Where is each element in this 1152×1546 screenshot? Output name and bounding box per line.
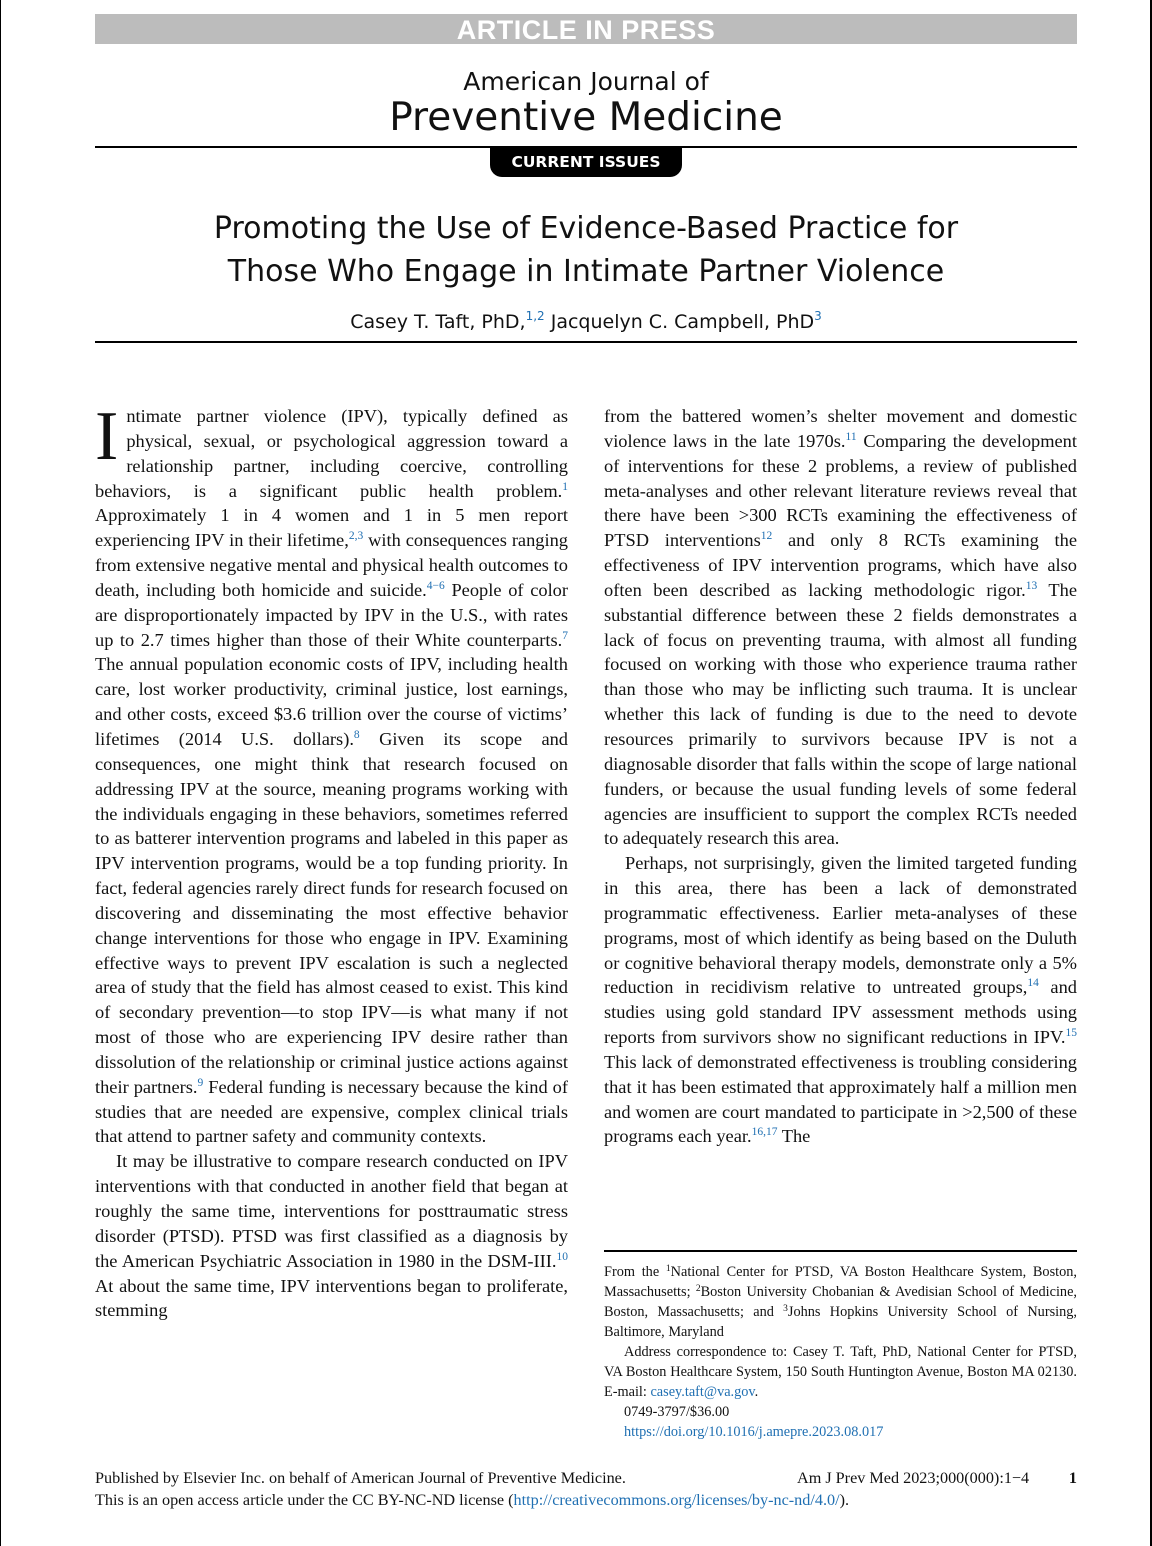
title-line2: Those Who Engage in Intimate Partner Violence: [227, 254, 945, 289]
section-label: CURRENT ISSUES: [490, 147, 682, 177]
citation-link[interactable]: 15: [1065, 1027, 1077, 1040]
article-in-press-banner: ARTICLE IN PRESS: [95, 14, 1077, 44]
title-line1: Promoting the Use of Evidence-Based Practice for: [213, 211, 959, 246]
citation-link[interactable]: 1: [562, 480, 568, 493]
author-2-affiliation-link[interactable]: 3: [814, 309, 822, 323]
citation-link[interactable]: 12: [760, 530, 773, 543]
paragraph-2-continued: [604, 404, 1077, 851]
text-run: The: [777, 1126, 811, 1147]
footnotes: [604, 1262, 1077, 1442]
affiliation-marker: 3: [783, 1304, 788, 1314]
text-run: from the battered women’s shelter movement and domestic violence laws in the late 1970s.: [604, 406, 1077, 451]
email-link[interactable]: casey.taft@va.gov: [650, 1384, 755, 1400]
text-run: Boston University Chobanian & Avedisian School of Medicine, Boston, Massachusetts; and: [604, 1284, 1078, 1320]
citation-link[interactable]: 4−6: [426, 579, 445, 592]
text-run: Johns Hopkins University School of Nursing, Baltimore, Maryland: [604, 1304, 1077, 1340]
affiliations-footnote: [604, 1262, 1077, 1342]
text-run: The substantial difference between these 2 fields demonstrates a lack of focus on preventing trauma, with almost all funding focused on working with those who experience trauma rather than those who may be inflicting such trauma. It is unclear whether this lack of funding is due to the need to devote resources primarily to survivors because IPV is not a diagnosable disorder that falls within the scope of large national funders, or because the usual funding levels of some federal agencies are insufficient to support the complex RCTs needed to adequately research this area.: [604, 579, 1078, 849]
affiliation-marker: 1: [665, 1264, 671, 1274]
text-run: The annual population economic costs of IPV, including health care, lost worker productivity, criminal justice, lost earnings, and other costs, exceed $3.6 trillion over the course of victims’ lifetimes (2014 U.S. dollars).: [95, 654, 568, 749]
text-run: and studies using gold standard IPV assessment methods using reports from survivors show no significant reductions in IPV.: [604, 977, 1077, 1048]
text-run: Approximately 1 in 4 women and 1 in 5 men report experiencing IPV in their lifetime,: [95, 505, 568, 551]
article-title: [95, 207, 1077, 293]
author-1-affiliation-link[interactable]: 1,2: [525, 309, 545, 323]
drop-cap: I: [95, 398, 119, 475]
text-run: ntimate partner violence (IPV), typically defined as physical, sexual, or psychological aggression toward a relationship partner, including coercive, controlling behaviors, is a significant public health problem.: [95, 406, 568, 501]
footnote-rule: [604, 1250, 1077, 1252]
title-rule: [95, 341, 1077, 343]
citation-link[interactable]: 2,3: [348, 530, 364, 543]
author-1: Casey T. Taft, PhD,: [350, 311, 526, 333]
citation-link[interactable]: 16,17: [751, 1126, 778, 1139]
doi-link[interactable]: https://doi.org/10.1016/j.amepre.2023.08.017: [624, 1424, 884, 1440]
text-run: Federal funding is necessary because the kind of studies that are needed are expensive, complex clinical trials that attend to partner safety and community contexts.: [95, 1076, 568, 1147]
affiliation-marker: 2: [695, 1284, 701, 1294]
citation-link[interactable]: 13: [1025, 579, 1038, 592]
issn-line: 0749-3797/$36.00: [624, 1404, 730, 1420]
text-run: From the: [604, 1264, 666, 1280]
text-run: National Center for PTSD, VA Boston Healthcare System, Boston, Massachusetts;: [604, 1264, 1077, 1300]
body-column-right: [604, 404, 1077, 1149]
license-text-end: ).: [839, 1491, 850, 1509]
citation-link[interactable]: 10: [556, 1250, 568, 1263]
body-column-left: [95, 398, 568, 1323]
text-run: At about the same time, IPV interventions began to proliferate, stemming: [95, 1275, 568, 1321]
journal-name-line1: American Journal of: [463, 67, 709, 96]
correspondence-footnote: [604, 1342, 1077, 1402]
text-run: Given its scope and consequences, one might think that research focused on addressing IPV at the source, meaning programs working with the individuals engaging in these behaviors, sometimes referred to as batterer intervention programs and labeled in this paper as IPV intervention programs, would be a top funding priority. In fact, federal agencies rarely direct funds for research focused on discovering and disseminating the most effective behavior change interventions for those who engage in IPV. Examining effective ways to prevent IPV escalation is such a neglected area of study that the field has almost ceased to exist. This kind of secondary prevention—to stop IPV—is what many if not most of those who are experiencing IPV desire rather than dissolution of the relationship or criminal justice actions against their partners.: [95, 728, 568, 1097]
citation-link[interactable]: 9: [197, 1076, 204, 1089]
text-run: It may be illustrative to compare research conducted on IPV interventions with that conducted in another field that began at roughly the same time, interventions for posttraumatic stress disorder (PTSD). PTSD was first classified as a diagnosis by the American Psychiatric Association in 1980 in the DSM-III.: [95, 1151, 568, 1271]
journal-citation: Am J Prev Med 2023;000(000):1−4: [797, 1469, 1030, 1487]
citation-link[interactable]: 7: [562, 629, 568, 642]
text-run: with consequences ranging from extensive negative mental and physical health outcomes to death, including both homicide and suicide.: [95, 530, 568, 600]
text-run: Perhaps, not surprisingly, given the limited targeted funding in this area, there has been a lack of demonstrated programmatic effectiveness. Earlier meta-analyses of these programs, most of which identify as being based on the Duluth or cognitive behavioral therapy models, demonstrate only a 5% reduction in recidivism relative to untreated groups,: [604, 853, 1077, 998]
text-run: Address correspondence to: Casey T. Taft, PhD, National Center for PTSD, VA Boston Healthcare System, 150 South Huntington Avenue, Boston MA 02130. E-mail:: [604, 1344, 1077, 1400]
text-run: .: [754, 1384, 759, 1400]
paragraph-1: [95, 398, 568, 1149]
footer-line-1: [95, 1467, 1077, 1489]
author-list: [95, 307, 1077, 337]
author-2: Jacquelyn C. Campbell, PhD: [550, 311, 815, 333]
text-run: Comparing the development of interventions for these 2 problems, a review of published meta-analyses and other relevant literature reviews reveal that there have been >300 RCTs examining the effectiveness of PTSD interventions: [604, 430, 1077, 551]
text-run: People of color are disproportionately impacted by IPV in the U.S., with rates up to 2.7 times higher than those of their White counterparts.: [95, 579, 568, 650]
citation-link[interactable]: 14: [1027, 977, 1039, 990]
citation-link[interactable]: 8: [353, 728, 360, 741]
page-number: 1: [1068, 1469, 1077, 1487]
journal-name-line2: Preventive Medicine: [389, 95, 783, 140]
license-text: This is an open access article under the CC BY-NC-ND license (: [95, 1491, 514, 1509]
publisher-note: Published by Elsevier Inc. on behalf of American Journal of Preventive Medicine.: [95, 1469, 626, 1487]
page-left-edge: [0, 0, 1, 1546]
text-run: and only 8 RCTs examining the effectiveness of IPV intervention programs, which have also often been described as lacking methodologic rigor.: [604, 530, 1077, 600]
text-run: This lack of demonstrated effectiveness is troubling considering that it has been estimated that approximately half a million men and women are court mandated to participate in >2,500 of these programs each year.: [604, 1051, 1077, 1147]
paragraph-3: [604, 851, 1077, 1149]
citation-link[interactable]: 11: [845, 430, 857, 443]
paragraph-2: [95, 1149, 568, 1323]
footer-line-2: [95, 1489, 1077, 1511]
license-link[interactable]: http://creativecommons.org/licenses/by-nc-nd/4.0/: [513, 1491, 840, 1509]
